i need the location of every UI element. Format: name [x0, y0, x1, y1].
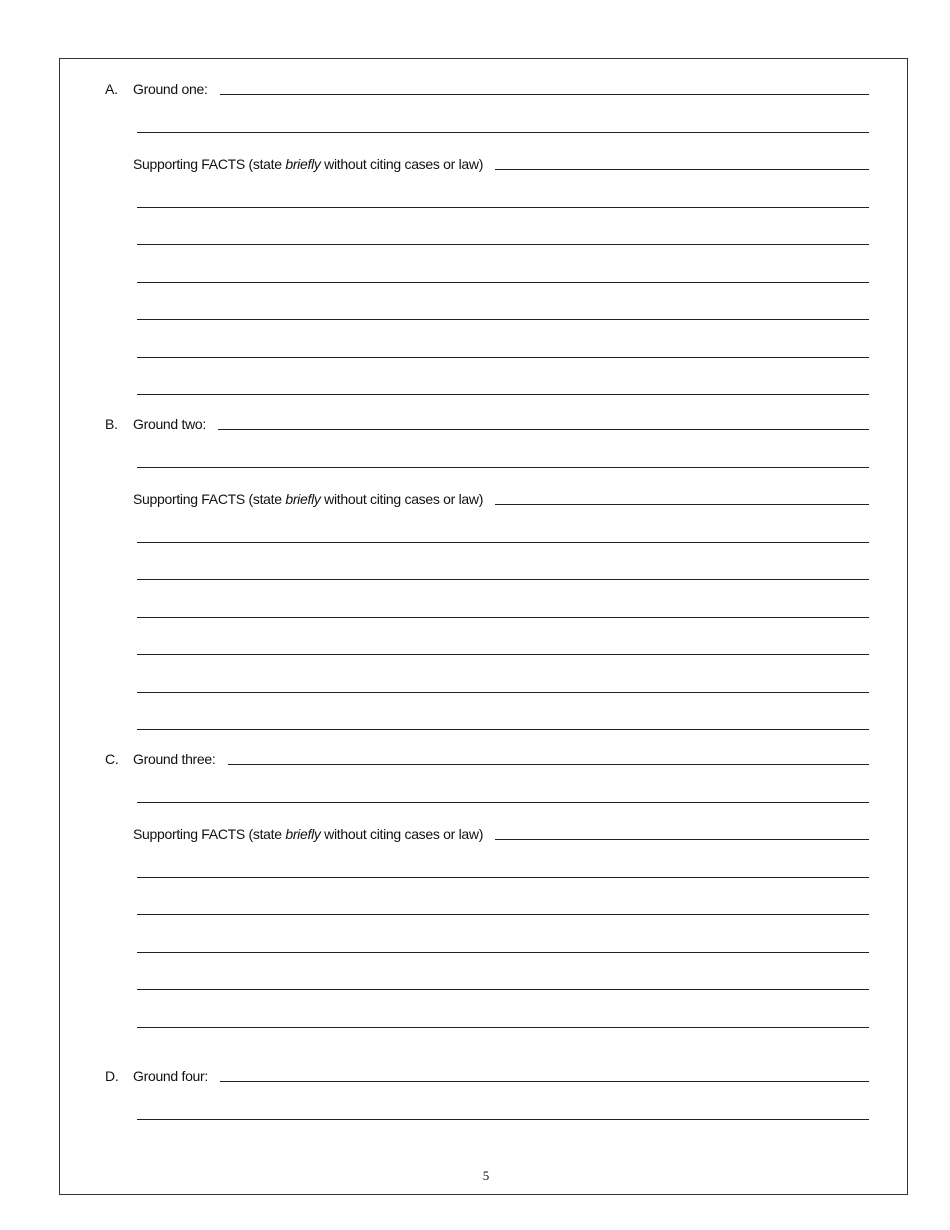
- ground-one-input-line[interactable]: [220, 94, 869, 95]
- facts-label-text: Supporting FACTS (state: [133, 826, 286, 842]
- section-letter: B.: [105, 416, 118, 432]
- ground-four-continuation-line[interactable]: [0, 1105, 950, 1127]
- supporting-facts-three-row: [0, 825, 950, 847]
- supporting-facts-one-row: [0, 155, 950, 177]
- supporting-facts-one-line[interactable]: [0, 380, 950, 402]
- supporting-facts-three-line[interactable]: [0, 1013, 950, 1035]
- supporting-facts-one-line[interactable]: [0, 268, 950, 290]
- supporting-facts-three-input-line[interactable]: [495, 839, 869, 840]
- supporting-facts-one-input-line[interactable]: [495, 169, 869, 170]
- facts-label-text: without citing cases or law): [320, 491, 484, 507]
- supporting-facts-two-line[interactable]: [0, 640, 950, 662]
- ground-label: Ground two:: [133, 416, 206, 432]
- page-number: 5: [482, 1168, 490, 1183]
- supporting-facts-three-line[interactable]: [0, 863, 950, 885]
- supporting-facts-two-input-line[interactable]: [495, 504, 869, 505]
- ground-one-continuation-line[interactable]: [0, 118, 950, 140]
- ground-three-input-line[interactable]: [228, 764, 869, 765]
- supporting-facts-two-line[interactable]: [0, 715, 950, 737]
- facts-label-text: Supporting FACTS (state: [133, 156, 286, 172]
- ground-four-input-line[interactable]: [220, 1081, 869, 1082]
- supporting-facts-one-line[interactable]: [0, 305, 950, 327]
- facts-label-text: without citing cases or law): [320, 826, 484, 842]
- supporting-facts-two-line[interactable]: [0, 603, 950, 625]
- supporting-facts-three-line[interactable]: [0, 900, 950, 922]
- ground-two-input-line[interactable]: [218, 429, 869, 430]
- supporting-facts-label: [133, 825, 483, 843]
- facts-label-text: Supporting FACTS (state: [133, 491, 286, 507]
- supporting-facts-two-line[interactable]: [0, 565, 950, 587]
- ground-three-row: [0, 750, 950, 772]
- supporting-facts-two-line[interactable]: [0, 678, 950, 700]
- ground-label: Ground three:: [133, 751, 216, 767]
- section-letter: D.: [105, 1068, 119, 1084]
- ground-one-row: [0, 80, 950, 102]
- facts-label-text: without citing cases or law): [320, 156, 484, 172]
- supporting-facts-label: [133, 155, 483, 173]
- supporting-facts-two-line[interactable]: [0, 528, 950, 550]
- supporting-facts-three-line[interactable]: [0, 938, 950, 960]
- facts-label-emphasis: briefly: [285, 826, 321, 842]
- supporting-facts-one-line[interactable]: [0, 193, 950, 215]
- supporting-facts-two-row: [0, 490, 950, 512]
- section-letter: C.: [105, 751, 119, 767]
- ground-three-continuation-line[interactable]: [0, 788, 950, 810]
- ground-label: Ground one:: [133, 81, 208, 97]
- facts-label-emphasis: briefly: [285, 491, 321, 507]
- ground-two-continuation-line[interactable]: [0, 453, 950, 475]
- supporting-facts-one-line[interactable]: [0, 230, 950, 252]
- supporting-facts-one-line[interactable]: [0, 343, 950, 365]
- facts-label-emphasis: briefly: [285, 156, 321, 172]
- ground-four-row: [0, 1067, 950, 1089]
- supporting-facts-label: [133, 490, 483, 508]
- supporting-facts-three-line[interactable]: [0, 975, 950, 997]
- ground-two-row: [0, 415, 950, 437]
- ground-label: Ground four:: [133, 1068, 208, 1084]
- section-letter: A.: [105, 81, 118, 97]
